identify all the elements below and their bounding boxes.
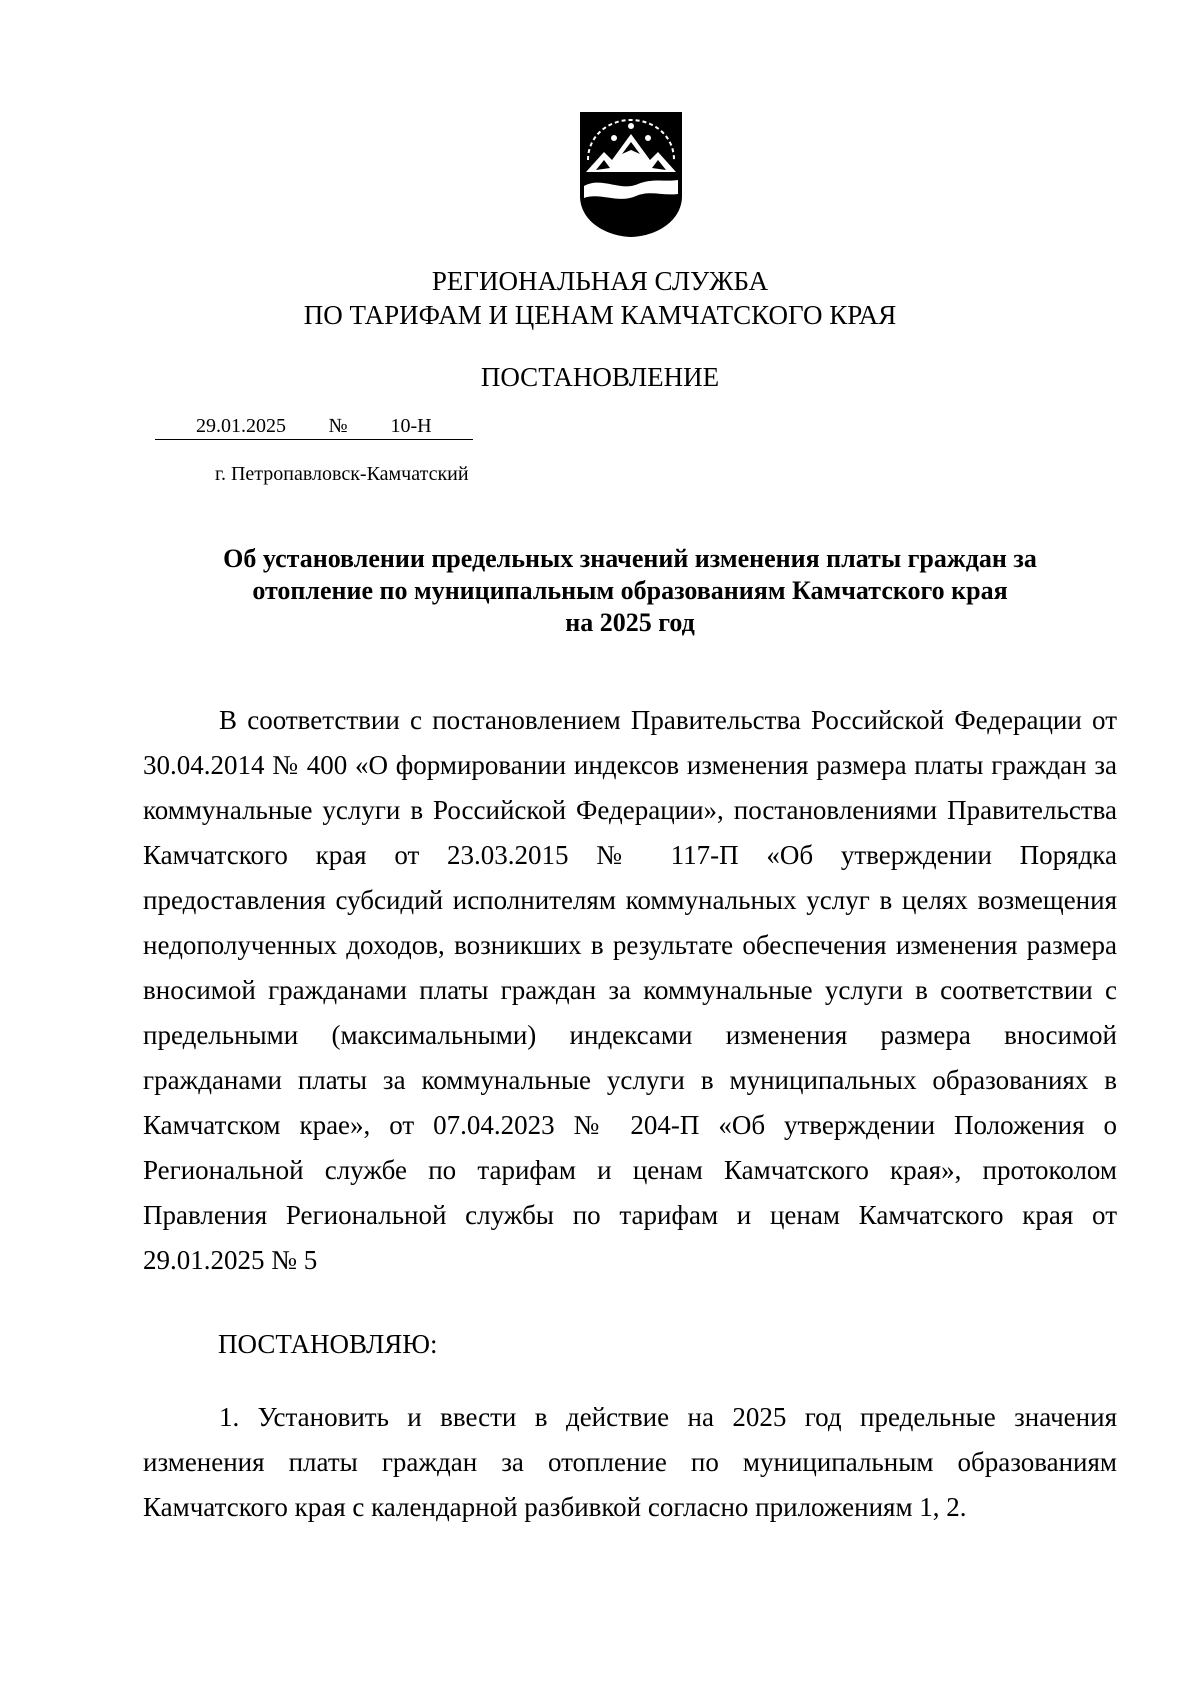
title-line2: отопление по муниципальным образованиям Камчатского края <box>252 576 1008 605</box>
organization-name-line2: ПО ТАРИФАМ И ЦЕНАМ КАМЧАТСКОГО КРАЯ <box>303 300 897 330</box>
item-1-paragraph: 1. Установить и ввести в действие на 2025 год предельные значения изменения платы граждан за отопление по муниципальным образованиям Камчатского края с календарной разбивкой согласно приложениям 1, 2. <box>143 1402 1117 1522</box>
registration-line <box>155 413 473 440</box>
organization-name-line1: РЕГИОНАЛЬНАЯ СЛУЖБА <box>431 266 769 296</box>
document-title <box>145 543 1115 639</box>
resolve-heading: ПОСТАНОВЛЯЮ: <box>218 1329 438 1359</box>
document-date: 29.01.2025 <box>155 413 327 440</box>
document-number: 10-Н <box>349 413 473 440</box>
kamchatka-coat-of-arms-icon <box>578 110 684 238</box>
title-line3: на 2025 год <box>565 608 695 637</box>
number-sign: № <box>327 413 349 440</box>
city-of-issue: г. Петропавловск-Камчатский <box>215 463 469 485</box>
preamble-paragraph: В соответствии с постановлением Правительства Российской Федерации от 30.04.2014 № 400 «О формировании индексов изменения размера платы граждан за коммунальные услуги в Российской Федерации», постановлениями Правительства Камчатского края от 23.03.2015 № 117-П «Об утверждении Порядка предоставления субсидий исполнителям коммунальных услуг в целях возмещения недополученных доходов, возникших в результате обеспечения изменения размера вносимой гражданами платы граждан за коммунальные услуги в соответствии с предельными (максимальными) индексами изменения размера вносимой гражданами платы за коммунальные услуги в муниципальных образованиях в Камчатском крае», от 07.04.2023 № 204-П «Об утверждении Положения о Региональной службе по тарифам и ценам Камчатского края», протоколом Правления Региональной службы по тарифам и ценам Камчатского края от 29.01.2025 № 5 <box>143 705 1117 1275</box>
title-line1: Об установлении предельных значений изменения платы граждан за <box>223 544 1037 573</box>
document-type: ПОСТАНОВЛЕНИЕ <box>480 362 720 392</box>
